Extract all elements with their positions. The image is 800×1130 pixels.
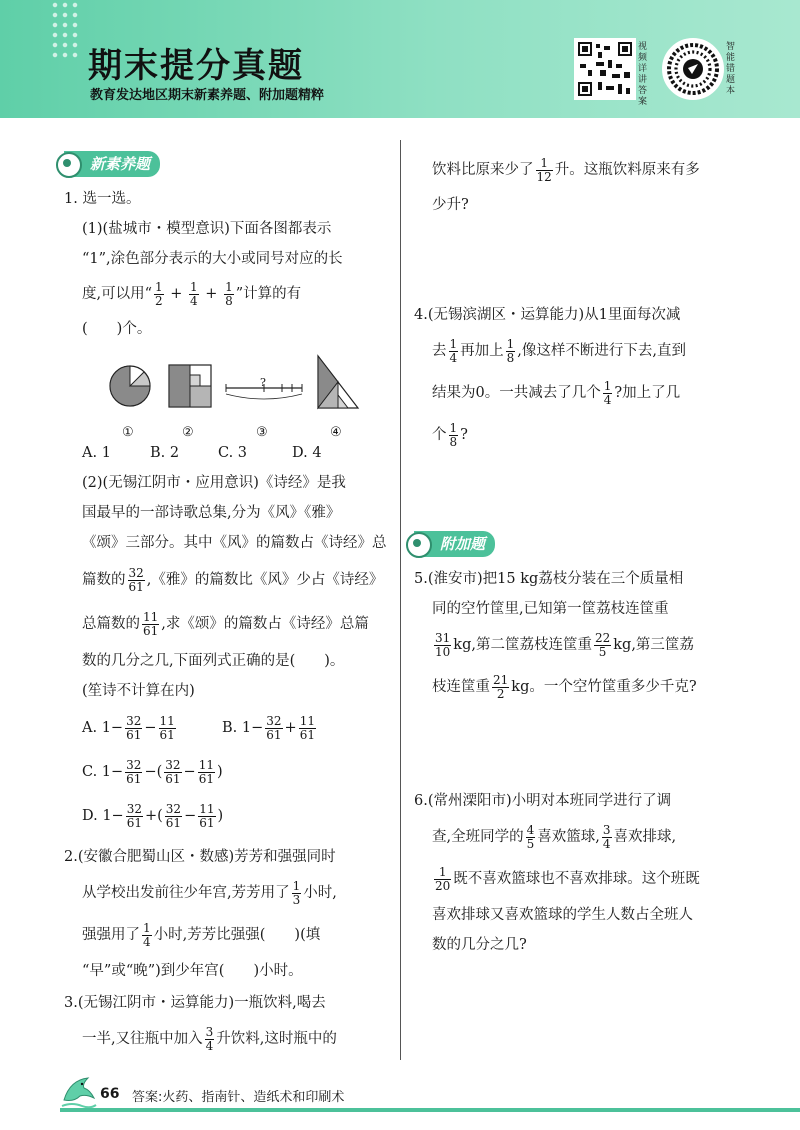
q3-line: 3.(无锡江阴市・运算能力)一瓶饮料,喝去: [64, 995, 326, 1011]
q1-part2-option-c: C. 1− $\frac{32}{61}$ −( $\frac{32}{61}$ − $\frac{11}{61}$ ): [82, 757, 223, 786]
header-banner: [0, 0, 800, 118]
option: B. 2: [150, 445, 180, 461]
q6-line: 6.(常州溧阳市)小明对本班同学进行了调: [414, 793, 672, 809]
footer: [60, 1080, 760, 1110]
q5-line: 5.(淮安市)把15 kg荔枝分装在三个质量相: [414, 571, 684, 587]
page-number: 66: [100, 1086, 120, 1102]
column-divider: [400, 140, 401, 1060]
q1-figures: [64, 364, 394, 444]
medal-icon: [406, 532, 432, 558]
qr-label-video: 视频详讲答案: [638, 42, 648, 107]
q3-line: 饮料比原来少了 $\frac{1}{12}$ 升。这瓶饮料原来有多: [432, 155, 700, 184]
q1-part2-line: 《颂》三部分。其中《风》的篇数占《诗经》总: [82, 535, 387, 551]
q1-part2-line: 总篇数的 $\frac{11}{61}$ ,求《颂》的篇数占《诗经》总篇: [82, 609, 369, 638]
figure-label: ②: [182, 425, 194, 440]
square-figure: [168, 364, 212, 408]
q1-part1-line: “1”,涂色部分表示的大小或同号对应的长: [82, 251, 343, 267]
dolphin-icon: [60, 1072, 98, 1110]
figure-label: ③: [256, 425, 268, 440]
q1-part2-line: 国最早的一部诗歌总集,分为《风》《雅》: [82, 505, 341, 521]
section-header-new: [64, 151, 160, 177]
q1-part2-options-ab: A. 1− $\frac{32}{61}$ − $\frac{11}{61}$ B. 1− $\frac{32}{61}$ + $\frac{11}{61}$: [82, 713, 315, 742]
q1-part2-option-d: D. 1− $\frac{32}{61}$ +( $\frac{32}{61}$ − $\frac{11}{61}$ ): [82, 801, 224, 830]
option: A. 1: [82, 445, 111, 461]
q6-line: 查,全班同学的 $\frac{4}{5}$ 喜欢篮球, $\frac{3}{4}$ 喜欢排球,: [432, 822, 677, 851]
q2-line: 从学校出发前往少年宫,芳芳用了 $\frac{1}{3}$ 小时,: [82, 878, 337, 907]
q2-line: 强强用了 $\frac{1}{4}$ 小时,芳芳比强强( )(填: [82, 920, 321, 949]
qr-label-notebook: 智能错题本: [726, 42, 736, 96]
circle-figure: [108, 364, 152, 408]
q1-part2-line: 篇数的 $\frac{32}{61}$ ,《雅》的篇数比《风》少占《诗经》: [82, 565, 384, 594]
q2-line: “早”或“晚”)到少年宫( )小时。: [82, 963, 303, 979]
q1-part2-line: 数的几分之几,下面列式正确的是( )。: [82, 653, 345, 669]
q4-line: 4.(无锡滨湖区・运算能力)从1里面每次减: [414, 307, 681, 323]
q4-line: 结果为0。一共减去了几个 $\frac{1}{4}$ ?加上了几: [432, 378, 681, 407]
left-column: [64, 150, 394, 1060]
decorative-dots: [50, 0, 80, 60]
figure-label: ④: [330, 425, 342, 440]
q4-line: 个 $\frac{1}{8}$ ?: [432, 420, 468, 449]
page-title: 期末提分真题: [88, 46, 304, 86]
q1-stem: 1. 选一选。: [64, 191, 141, 207]
segment-mark: ?: [260, 376, 266, 389]
q4-line: 去 $\frac{1}{4}$ 再加上 $\frac{1}{8}$ ,像这样不断进行下去,直到: [432, 336, 686, 365]
option: C. 3: [218, 445, 248, 461]
footer-answer: 答案:火药、指南针、造纸术和印刷术: [132, 1090, 345, 1105]
q1-part1-line: 度,可以用“ $\frac{1}{2}$ + $\frac{1}{4}$ + $\frac{1}{8}$ ”计算的有: [82, 279, 302, 308]
q3-line: 一半,又往瓶中加入 $\frac{3}{4}$ 升饮料,这时瓶中的: [82, 1024, 337, 1053]
q1-part1-answer-blank: ( )个。: [82, 321, 152, 337]
q6-line: 喜欢排球又喜欢篮球的学生人数占全班人: [432, 907, 693, 923]
option: D. 4: [292, 445, 322, 461]
triangle-figure: [314, 354, 360, 410]
q2-line: 2.(安徽合肥蜀山区・数感)芳芳和强强同时: [64, 849, 336, 865]
qr-code-notebook[interactable]: [662, 38, 724, 100]
q3-line: 少升?: [432, 197, 469, 213]
q5-line: $\frac{31}{10}$ kg,第二筐荔枝连筐重 $\frac{22}{5}$ kg,第三筐荔: [435, 630, 694, 659]
section-title: 新素养题: [90, 155, 151, 173]
q1-part2-note: (笙诗不计算在内): [82, 683, 195, 699]
right-column: [414, 150, 754, 960]
q5-line: 同的空竹筐里,已知第一筐荔枝连筐重: [432, 601, 669, 617]
page-subtitle: 教育发达地区期末新素养题、附加题精粹: [90, 88, 325, 103]
q1-part1-line: (1)(盐城市・模型意识)下面各图都表示: [82, 221, 332, 237]
qr-code-video[interactable]: [574, 38, 636, 100]
footer-line: [60, 1108, 800, 1112]
medal-icon: [56, 152, 82, 178]
q5-line: 枝连筐重 $\frac{21}{2}$ kg。一个空竹筐重多少千克?: [432, 672, 697, 701]
section-header-extra: [414, 531, 495, 557]
qr-code-icon: [576, 40, 634, 98]
section-title: 附加题: [440, 535, 486, 553]
q6-line: $\frac{1}{20}$ 既不喜欢篮球也不喜欢排球。这个班既: [435, 864, 700, 893]
mini-program-code-icon: [664, 40, 722, 98]
q6-line: 数的几分之几?: [432, 937, 527, 953]
figure-label: ①: [122, 425, 134, 440]
q1-part2-line: (2)(无锡江阴市・应用意识)《诗经》是我: [82, 475, 346, 491]
